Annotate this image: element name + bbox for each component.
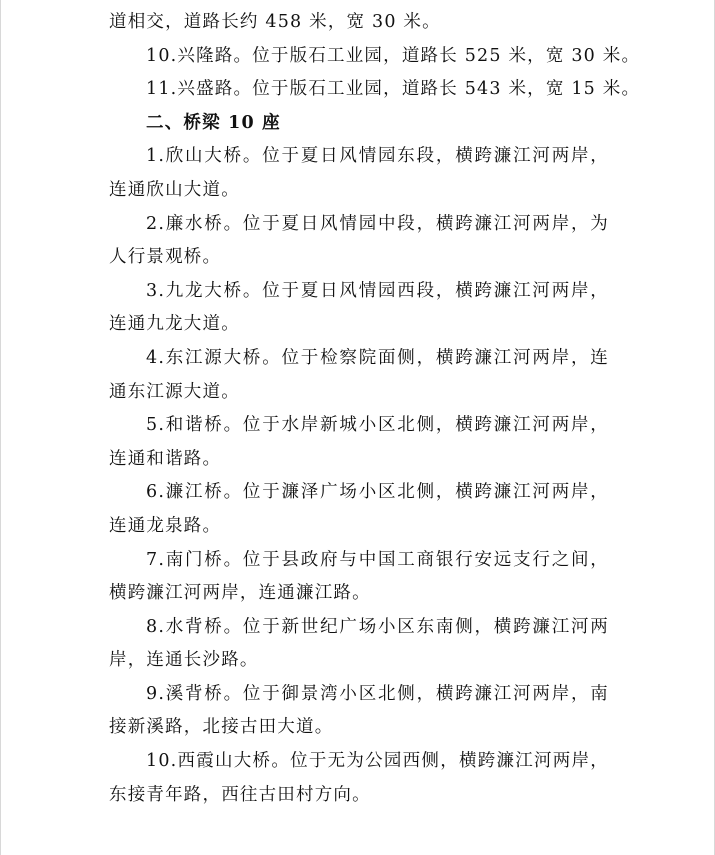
- document-body: [109, 6, 641, 812]
- text-line: 3.九龙大桥。位于夏日风情园西段，横跨濂江河两岸，: [146, 280, 609, 301]
- text-line: 2.廉水桥。位于夏日风情园中段，横跨濂江河两岸，为: [146, 213, 609, 234]
- text-line: 连通九龙大道。: [109, 314, 240, 335]
- text-line: 11.兴盛路。位于版石工业园，道路长 543 米，宽 15 米。: [146, 79, 641, 100]
- text-line: 连通龙泉路。: [109, 515, 222, 536]
- text-line: 5.和谐桥。位于水岸新城小区北侧，横跨濂江河两岸，: [146, 415, 609, 436]
- text-line: 连通和谐路。: [109, 448, 222, 469]
- text-line: 4.东江源大桥。位于检察院面侧，横跨濂江河两岸，连: [146, 347, 609, 368]
- text-line: 接新溪路，北接古田大道。: [109, 717, 334, 738]
- text-line: 岸，连通长沙路。: [109, 650, 259, 671]
- text-line: 通东江源大道。: [109, 381, 240, 402]
- text-line: 6.濂江桥。位于濂泽广场小区北侧，横跨濂江河两岸，: [146, 482, 609, 503]
- text-line: 连通欣山大道。: [109, 179, 240, 200]
- text-line: 1.欣山大桥。位于夏日风情园东段，横跨濂江河两岸，: [146, 146, 609, 167]
- text-line: 人行景观桥。: [109, 247, 222, 268]
- text-line: 道相交，道路长约 458 米，宽 30 米。: [109, 12, 441, 32]
- text-line: 10.兴隆路。位于版石工业园，道路长 525 米，宽 30 米。: [146, 45, 641, 66]
- text-line: 10.西霞山大桥。位于无为公园西侧，横跨濂江河两岸，: [146, 751, 609, 772]
- text-line: 9.溪背桥。位于御景湾小区北侧，横跨濂江河两岸，南: [146, 683, 609, 704]
- section-heading: 二、桥梁 10 座: [146, 112, 281, 133]
- text-line: 横跨濂江河两岸，连通濂江路。: [109, 583, 371, 604]
- text-line: 东接青年路，西往古田村方向。: [109, 784, 371, 805]
- text-line: 8.水背桥。位于新世纪广场小区东南侧，横跨濂江河两: [146, 616, 609, 637]
- text-line: 7.南门桥。位于县政府与中国工商银行安远支行之间，: [146, 549, 609, 570]
